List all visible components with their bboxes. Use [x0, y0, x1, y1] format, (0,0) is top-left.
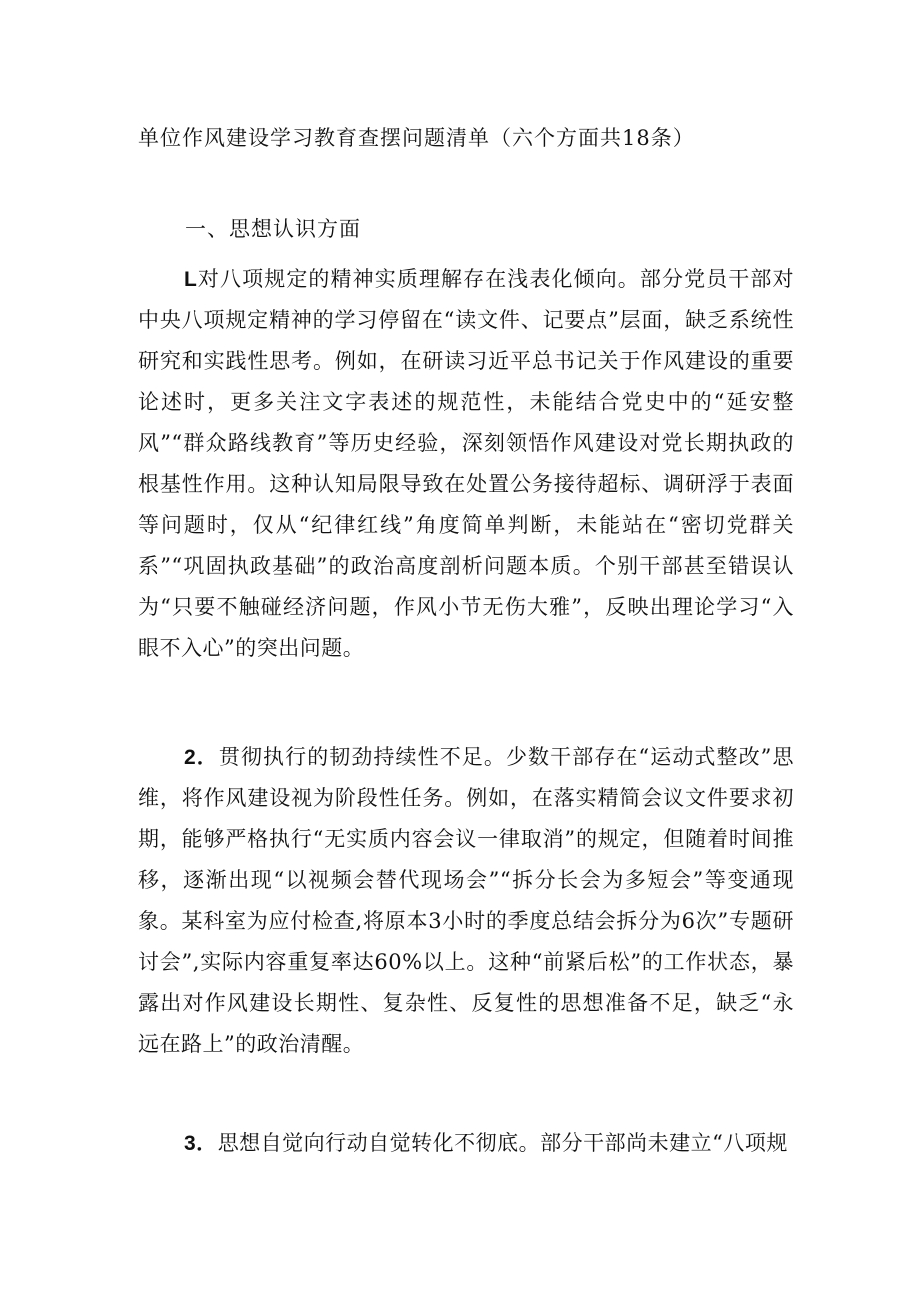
- paragraph-item-2: [138, 737, 794, 1065]
- document-title: 单位作风建设学习教育查摆问题清单（六个方面共18条）: [138, 126, 695, 150]
- item-number: 3．: [184, 1132, 218, 1155]
- item-number: 2．: [184, 746, 219, 769]
- item-number: L: [184, 268, 198, 291]
- item-text: 思想自觉向行动自觉转化不彻底。部分干部尚未建立“八项规: [217, 1131, 788, 1155]
- item-text: 贯彻执行的韧劲持续性不足。少数干部存在“运动式整改”思维，将作风建设视为阶段性任务。例如，在落实精简会议文件要求初期，能够严格执行“无实质内容会议一律取消”的规定，但随着时间推移，逐渐出现“以视频会替代现场会”“拆分长会为多短会”等变通现象。某科室为应付检查,将原本3小时的季度总结会拆分为6次”专题研讨会”,实际内容重复率达60%以上。这种“前紧后松”的工作状态，暴露出对作风建设长期性、复杂性、反复性的思想准备不足，缺乏“永远在路上”的政治清醒。: [138, 745, 794, 1056]
- paragraph-item-1: [138, 259, 794, 669]
- paragraph-item-3: [138, 1123, 794, 1164]
- item-text: 对八项规定的精神实质理解存在浅表化倾向。部分党员干部对中央八项规定精神的学习停留在“读文件、记要点”层面，缺乏系统性研究和实践性思考。例如，在研读习近平总书记关于作风建设的重要论述时，更多关注文字表述的规范性，未能结合党史中的“延安整风”“群众路线教育”等历史经验，深刻领悟作风建设对党长期执政的根基性作用。这种认知局限导致在处置公务接待超标、调研浮于表面等问题时，仅从“纪律红线”角度简单判断，未能站在“密切党群关系”“巩固执政基础”的政治高度剖析问题本质。个别干部甚至错误认为“只要不触碰经济问题，作风小节无伤大雅”，反映出理论学习“入眼不入心”的突出问题。: [138, 267, 794, 660]
- section-heading: 一、思想认识方面: [185, 217, 361, 241]
